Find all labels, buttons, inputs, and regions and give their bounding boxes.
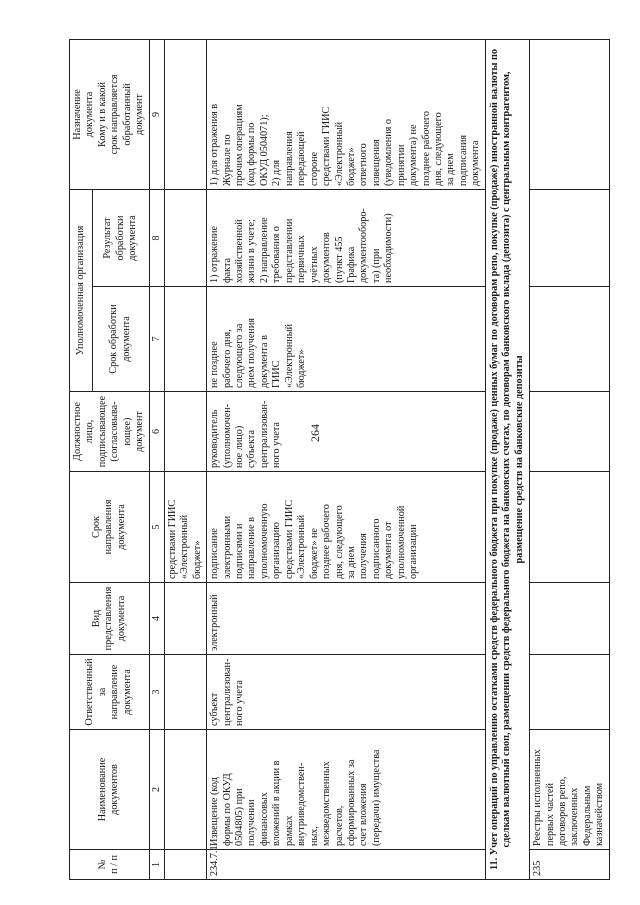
fragment-cell bbox=[164, 392, 206, 472]
processing-result-cell: 1) отражение факта хозяйственной жизни в учете; 2) направление требования о представлении первичных учётных документов (пункт 455 Графика документооборо- та) (при необходимости) bbox=[207, 189, 486, 286]
empty-cell bbox=[530, 189, 610, 286]
presentation-form-cell: электронный bbox=[207, 583, 486, 655]
column-number: 5 bbox=[149, 472, 164, 583]
table-row-fragment bbox=[164, 39, 206, 879]
empty-cell bbox=[530, 583, 610, 655]
column-number: 7 bbox=[149, 287, 164, 392]
empty-cell bbox=[530, 392, 610, 472]
fragment-cell bbox=[164, 189, 206, 286]
header-number: № п / п bbox=[70, 850, 150, 880]
header-deadline: Срок направления документа bbox=[70, 472, 150, 583]
fragment-cell bbox=[164, 730, 206, 850]
header-purpose: Назначение документа Кому и в какой срок направляется обработанный документ bbox=[70, 39, 150, 189]
section-heading-row bbox=[485, 39, 529, 879]
header-processing-deadline: Срок обработки документа bbox=[93, 287, 149, 392]
table-row-234-7-1 bbox=[207, 39, 486, 879]
column-number: 1 bbox=[149, 850, 164, 880]
page-number: 264 bbox=[308, 424, 322, 442]
empty-cell bbox=[530, 39, 610, 189]
empty-cell bbox=[530, 655, 610, 730]
header-signer: Должностное лицо, подписывающее (согласовыва- ющее) документ bbox=[70, 392, 150, 472]
table-row-235 bbox=[530, 39, 610, 879]
row-number-cell: 235 bbox=[530, 850, 610, 880]
deadline-cell: подписание электронными подписями и направление в уполномоченную организацию средствами ГИИС «Электронный бюджет» не позднее рабочего дня, следующего за днем получения подписанного документа от уполномоченной организации bbox=[207, 472, 486, 583]
column-number: 8 bbox=[149, 189, 164, 286]
document-flow-table bbox=[69, 39, 610, 880]
responsible-cell: субъект централизован- ного учета bbox=[207, 655, 486, 730]
fragment-cell bbox=[164, 850, 206, 880]
fragment-deadline-cell: средствами ГИИС «Электронный бюджет» bbox=[164, 472, 206, 583]
fragment-cell bbox=[164, 655, 206, 730]
processing-deadline-cell: не позднее рабочего дня, следующего за днем получения документа в ГИИС «Электронный бюджет» bbox=[207, 287, 486, 392]
row-number-cell: 234.7.1 bbox=[207, 850, 486, 880]
column-number: 3 bbox=[149, 655, 164, 730]
purpose-cell: 1) для отражения в Журнале по прочим операциям (код формы по ОКУД 0504071); 2) для направления передающей стороне средствами ГИИС «Электронный бюджет» ответного извещения (уведомления о принятии документа) не позднее рабочего дня, следующего за днем подписания документа bbox=[207, 39, 486, 189]
column-number: 9 bbox=[149, 39, 164, 189]
fragment-cell bbox=[164, 39, 206, 189]
column-number: 2 bbox=[149, 730, 164, 850]
document-name-cell: Реестры исполненных первых частей договоров репо, заключенных Федеральным казначейством bbox=[530, 730, 610, 850]
column-number: 4 bbox=[149, 583, 164, 655]
fragment-cell bbox=[164, 287, 206, 392]
header-document-name: Наименование документов bbox=[70, 730, 150, 850]
column-number: 6 bbox=[149, 392, 164, 472]
rotated-table-page bbox=[69, 40, 640, 880]
fragment-cell bbox=[164, 583, 206, 655]
header-responsible: Ответственный за направление документа bbox=[70, 655, 150, 730]
document-name-cell: Извещение (код формы по ОКУД 0504805) при получении финансовых вложений в акции в рамках внутриведомствен- ных, межведомственных расчетов, сформированных за счет вложения (передачи) имущества bbox=[207, 730, 486, 850]
header-authorized-organization: Уполномоченная организация bbox=[70, 189, 93, 391]
header-presentation-form: Вид представления документа bbox=[70, 583, 150, 655]
empty-cell bbox=[530, 287, 610, 392]
signer-cell: руководитель (уполномочен- ное лицо) субъекта централизован- ного учета bbox=[207, 392, 486, 472]
header-processing-result: Результат обработки документа bbox=[93, 189, 149, 286]
empty-cell bbox=[530, 472, 610, 583]
section-11-heading: 11. Учет операций по управлению остатками средств федерального бюджета при покупке (продаже) ценных бумаг по договорам репо, покупке (продаже) иностранной валюты по сделкам валютный своп, размещении средств федерального бюджета на банковских счетах, по договорам банковского вклада (депозита) с центральным контрагентом, размещение средств на банковские депозиты bbox=[485, 39, 529, 879]
